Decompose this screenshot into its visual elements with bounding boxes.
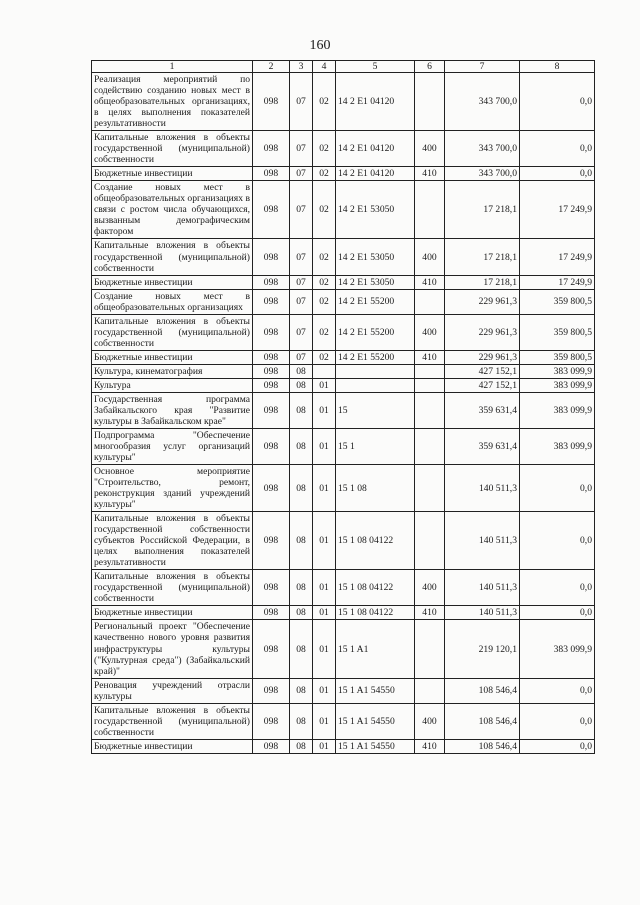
- table-row: [92, 73, 595, 131]
- expense-type-cell: 400: [415, 314, 445, 350]
- amount-cell: 108 546,4: [445, 739, 520, 753]
- amount-cell: 17 218,1: [445, 181, 520, 239]
- target-article-cell: 14 2 E1 04120: [336, 131, 415, 167]
- department-code-cell: 098: [253, 167, 290, 181]
- subsection-code-cell: 02: [313, 73, 336, 131]
- item-name-cell: Создание новых мест в общеобразовательных организациях в связи с ростом числа обучающихся, вызванным демографическим фактором: [92, 181, 253, 239]
- section-code-cell: 07: [290, 73, 313, 131]
- item-name-cell: Бюджетные инвестиции: [92, 350, 253, 364]
- subsection-code-cell: 02: [313, 314, 336, 350]
- table-body: [92, 73, 595, 754]
- header-cell: 4: [313, 61, 336, 73]
- subsection-code-cell: 02: [313, 350, 336, 364]
- table-row: [92, 392, 595, 428]
- target-article-cell: [336, 364, 415, 378]
- header-cell: 5: [336, 61, 415, 73]
- header-cell: 8: [520, 61, 595, 73]
- expense-type-cell: [415, 392, 445, 428]
- item-name-cell: Бюджетные инвестиции: [92, 167, 253, 181]
- amount-cell: 359 631,4: [445, 428, 520, 464]
- amount-cell: 140 511,3: [445, 606, 520, 620]
- amount-cell: 359 631,4: [445, 392, 520, 428]
- department-code-cell: 098: [253, 392, 290, 428]
- item-name-cell: Бюджетные инвестиции: [92, 739, 253, 753]
- subsection-code-cell: 01: [313, 428, 336, 464]
- page-number: 160: [309, 38, 331, 53]
- amount-cell: 0,0: [520, 570, 595, 606]
- item-name-cell: Бюджетные инвестиции: [92, 275, 253, 289]
- department-code-cell: 098: [253, 314, 290, 350]
- expense-type-cell: 410: [415, 606, 445, 620]
- target-article-cell: 14 2 E1 04120: [336, 73, 415, 131]
- expense-type-cell: 410: [415, 739, 445, 753]
- section-code-cell: 07: [290, 275, 313, 289]
- target-article-cell: 15 1 A1 54550: [336, 678, 415, 703]
- amount-cell: 108 546,4: [445, 678, 520, 703]
- expense-type-cell: 410: [415, 350, 445, 364]
- department-code-cell: 098: [253, 131, 290, 167]
- expense-type-cell: [415, 289, 445, 314]
- subsection-code-cell: 02: [313, 167, 336, 181]
- expense-type-cell: 400: [415, 703, 445, 739]
- table-row: [92, 364, 595, 378]
- item-name-cell: Реновация учреждений отрасли культуры: [92, 678, 253, 703]
- department-code-cell: 098: [253, 350, 290, 364]
- department-code-cell: 098: [253, 570, 290, 606]
- amount-cell: 140 511,3: [445, 512, 520, 570]
- expense-type-cell: [415, 181, 445, 239]
- target-article-cell: 14 2 E1 53050: [336, 275, 415, 289]
- item-name-cell: Основное мероприятие "Строительство, ремонт, реконструкция зданий учреждений культуры": [92, 465, 253, 512]
- expense-type-cell: [415, 428, 445, 464]
- target-article-cell: 14 2 E1 04120: [336, 167, 415, 181]
- table-row: [92, 739, 595, 753]
- section-code-cell: 08: [290, 465, 313, 512]
- target-article-cell: 15 1 A1 54550: [336, 703, 415, 739]
- amount-cell: 229 961,3: [445, 350, 520, 364]
- subsection-code-cell: 01: [313, 465, 336, 512]
- table-row: [92, 606, 595, 620]
- header-cell: 6: [415, 61, 445, 73]
- expense-type-cell: 410: [415, 167, 445, 181]
- section-code-cell: 08: [290, 364, 313, 378]
- table-row: [92, 131, 595, 167]
- amount-cell: 17 218,1: [445, 275, 520, 289]
- target-article-cell: [336, 378, 415, 392]
- target-article-cell: 14 2 E1 53050: [336, 181, 415, 239]
- department-code-cell: 098: [253, 181, 290, 239]
- subsection-code-cell: 02: [313, 275, 336, 289]
- header-cell: 2: [253, 61, 290, 73]
- amount-cell: 343 700,0: [445, 167, 520, 181]
- expense-type-cell: 410: [415, 275, 445, 289]
- section-code-cell: 07: [290, 314, 313, 350]
- item-name-cell: Капитальные вложения в объекты государственной (муниципальной) собственности: [92, 239, 253, 275]
- subsection-code-cell: 01: [313, 739, 336, 753]
- table-row: [92, 181, 595, 239]
- table-row: [92, 239, 595, 275]
- header-cell: 3: [290, 61, 313, 73]
- department-code-cell: 098: [253, 289, 290, 314]
- item-name-cell: Создание новых мест в общеобразовательных организациях: [92, 289, 253, 314]
- expense-type-cell: [415, 378, 445, 392]
- amount-cell: 343 700,0: [445, 131, 520, 167]
- amount-cell: 359 800,5: [520, 289, 595, 314]
- header-cell: 7: [445, 61, 520, 73]
- amount-cell: 0,0: [520, 678, 595, 703]
- section-code-cell: 08: [290, 739, 313, 753]
- amount-cell: 17 249,9: [520, 181, 595, 239]
- item-name-cell: Капитальные вложения в объекты государственной (муниципальной) собственности: [92, 703, 253, 739]
- table-row: [92, 378, 595, 392]
- table-row: [92, 428, 595, 464]
- amount-cell: 0,0: [520, 131, 595, 167]
- target-article-cell: 15 1 08 04122: [336, 606, 415, 620]
- item-name-cell: Государственная программа Забайкальского края "Развитие культуры в Забайкальском крае": [92, 392, 253, 428]
- subsection-code-cell: [313, 364, 336, 378]
- amount-cell: 0,0: [520, 73, 595, 131]
- expense-type-cell: [415, 364, 445, 378]
- table-row: [92, 465, 595, 512]
- item-name-cell: Капитальные вложения в объекты государственной (муниципальной) собственности: [92, 131, 253, 167]
- target-article-cell: 15 1 08 04122: [336, 512, 415, 570]
- department-code-cell: 098: [253, 465, 290, 512]
- item-name-cell: Реализация мероприятий по содействию созданию новых мест в общеобразовательных организациях, в целях выполнения показателей результативности: [92, 73, 253, 131]
- expense-type-cell: 400: [415, 239, 445, 275]
- department-code-cell: 098: [253, 703, 290, 739]
- amount-cell: 0,0: [520, 512, 595, 570]
- item-name-cell: Капитальные вложения в объекты государственной (муниципальной) собственности: [92, 314, 253, 350]
- amount-cell: 0,0: [520, 739, 595, 753]
- amount-cell: 359 800,5: [520, 314, 595, 350]
- amount-cell: 229 961,3: [445, 314, 520, 350]
- expense-type-cell: [415, 512, 445, 570]
- amount-cell: 219 120,1: [445, 620, 520, 678]
- amount-cell: 140 511,3: [445, 570, 520, 606]
- header-cell: 1: [92, 61, 253, 73]
- table-row: [92, 703, 595, 739]
- department-code-cell: 098: [253, 512, 290, 570]
- section-code-cell: 07: [290, 350, 313, 364]
- item-name-cell: Бюджетные инвестиции: [92, 606, 253, 620]
- amount-cell: 17 249,9: [520, 239, 595, 275]
- expense-type-cell: [415, 465, 445, 512]
- section-code-cell: 08: [290, 428, 313, 464]
- section-code-cell: 08: [290, 392, 313, 428]
- section-code-cell: 08: [290, 606, 313, 620]
- target-article-cell: 15 1 08: [336, 465, 415, 512]
- target-article-cell: 15 1 08 04122: [336, 570, 415, 606]
- target-article-cell: 14 2 E1 53050: [336, 239, 415, 275]
- target-article-cell: 15 1 A1 54550: [336, 739, 415, 753]
- amount-cell: 108 546,4: [445, 703, 520, 739]
- subsection-code-cell: 02: [313, 181, 336, 239]
- expense-type-cell: 400: [415, 131, 445, 167]
- amount-cell: 383 099,9: [520, 364, 595, 378]
- table-row: [92, 350, 595, 364]
- amount-cell: 0,0: [520, 606, 595, 620]
- item-name-cell: Культура: [92, 378, 253, 392]
- amount-cell: 0,0: [520, 167, 595, 181]
- target-article-cell: 15 1 A1: [336, 620, 415, 678]
- amount-cell: 17 218,1: [445, 239, 520, 275]
- subsection-code-cell: 01: [313, 620, 336, 678]
- subsection-code-cell: 01: [313, 512, 336, 570]
- item-name-cell: Культура, кинематография: [92, 364, 253, 378]
- section-code-cell: 08: [290, 678, 313, 703]
- section-code-cell: 08: [290, 703, 313, 739]
- expense-type-cell: 400: [415, 570, 445, 606]
- expense-type-cell: [415, 73, 445, 131]
- section-code-cell: 08: [290, 378, 313, 392]
- amount-cell: 0,0: [520, 465, 595, 512]
- section-code-cell: 07: [290, 181, 313, 239]
- budget-table: [91, 60, 595, 754]
- subsection-code-cell: 02: [313, 289, 336, 314]
- table-row: [92, 289, 595, 314]
- amount-cell: 343 700,0: [445, 73, 520, 131]
- section-code-cell: 08: [290, 512, 313, 570]
- section-code-cell: 07: [290, 289, 313, 314]
- item-name-cell: Капитальные вложения в объекты государственной собственности субъектов Российской Федерации, в целях выполнения показателей результативности: [92, 512, 253, 570]
- amount-cell: 0,0: [520, 703, 595, 739]
- subsection-code-cell: 01: [313, 392, 336, 428]
- amount-cell: 383 099,9: [520, 428, 595, 464]
- expense-type-cell: [415, 678, 445, 703]
- amount-cell: 383 099,9: [520, 620, 595, 678]
- department-code-cell: 098: [253, 378, 290, 392]
- section-code-cell: 07: [290, 239, 313, 275]
- department-code-cell: 098: [253, 239, 290, 275]
- amount-cell: 359 800,5: [520, 350, 595, 364]
- subsection-code-cell: 01: [313, 678, 336, 703]
- table-row: [92, 512, 595, 570]
- table-row: [92, 275, 595, 289]
- section-code-cell: 07: [290, 167, 313, 181]
- amount-cell: 427 152,1: [445, 378, 520, 392]
- amount-cell: 17 249,9: [520, 275, 595, 289]
- department-code-cell: 098: [253, 739, 290, 753]
- item-name-cell: Подпрограмма "Обеспечение многообразия услуг организаций культуры": [92, 428, 253, 464]
- subsection-code-cell: 02: [313, 131, 336, 167]
- table-row: [92, 167, 595, 181]
- amount-cell: 427 152,1: [445, 364, 520, 378]
- target-article-cell: 14 2 E1 55200: [336, 350, 415, 364]
- department-code-cell: 098: [253, 620, 290, 678]
- table-row: [92, 570, 595, 606]
- subsection-code-cell: 01: [313, 378, 336, 392]
- table-row: [92, 314, 595, 350]
- department-code-cell: 098: [253, 73, 290, 131]
- section-code-cell: 08: [290, 620, 313, 678]
- department-code-cell: 098: [253, 606, 290, 620]
- target-article-cell: 14 2 E1 55200: [336, 289, 415, 314]
- target-article-cell: 14 2 E1 55200: [336, 314, 415, 350]
- amount-cell: 383 099,9: [520, 392, 595, 428]
- section-code-cell: 07: [290, 131, 313, 167]
- subsection-code-cell: 01: [313, 606, 336, 620]
- department-code-cell: 098: [253, 275, 290, 289]
- subsection-code-cell: 01: [313, 703, 336, 739]
- expense-type-cell: [415, 620, 445, 678]
- amount-cell: 383 099,9: [520, 378, 595, 392]
- header-row: [92, 61, 595, 73]
- amount-cell: 140 511,3: [445, 465, 520, 512]
- target-article-cell: 15 1: [336, 428, 415, 464]
- subsection-code-cell: 02: [313, 239, 336, 275]
- item-name-cell: Региональный проект "Обеспечение качественно нового уровня развития инфраструктуры культуры ("Культурная среда") (Забайкальский край)": [92, 620, 253, 678]
- department-code-cell: 098: [253, 678, 290, 703]
- department-code-cell: 098: [253, 428, 290, 464]
- item-name-cell: Капитальные вложения в объекты государственной (муниципальной) собственности: [92, 570, 253, 606]
- section-code-cell: 08: [290, 570, 313, 606]
- subsection-code-cell: 01: [313, 570, 336, 606]
- table-row: [92, 620, 595, 678]
- amount-cell: 229 961,3: [445, 289, 520, 314]
- table-row: [92, 678, 595, 703]
- department-code-cell: 098: [253, 364, 290, 378]
- target-article-cell: 15: [336, 392, 415, 428]
